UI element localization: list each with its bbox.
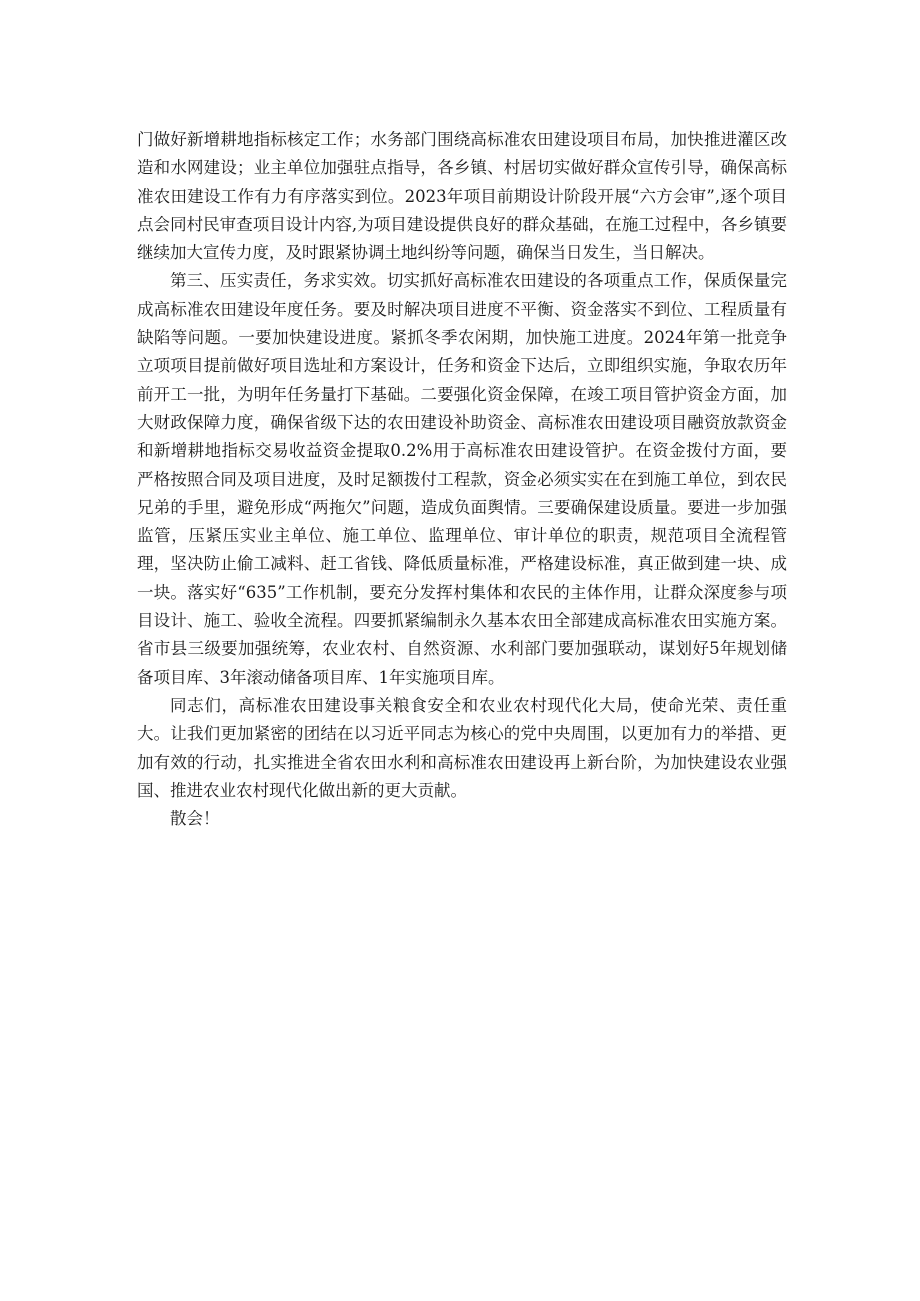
paragraph-conclusion: 同志们，高标准农田建设事关粮食安全和农业农村现代化大局，使命光荣、责任重大。让我们更加紧密的团结在以习近平同志为核心的党中央周围，以更加有力的举措、更加有效的行动，扎实推进全省农田水利和高标准农田建设再上新台阶，为加快建设农业强国、推进农业农村现代化做出新的更大贡献。: [137, 695, 787, 800]
paragraph-third-point: 第三、压实责任，务求实效。切实抓好高标准农田建设的各项重点工作，保质保量完成高标准农田建设年度任务。要及时解决项目进度不平衡、资金落实不到位、工程质量有缺陷等问题。一要加快建设进度。紧抓冬季农闲期，加快施工进度。2024年第一批竞争立项项目提前做好项目选址和方案设计，任务和资金下达后，立即组织实施，争取农历年前开工一批，为明年任务量打下基础。二要强化资金保障，在竣工项目管护资金方面，加大财政保障力度，确保省级下达的农田建设补助资金、高标准农田建设项目融资放款资金和新增耕地指标交易收益资金提取0.2%用于高标准农田建设管护。在资金拨付方面，要严格按照合同及项目进度，及时足额拨付工程款，资金必须实实在在到施工单位，到农民兄弟的手里，避免形成“两拖欠”问题，造成负面舆情。三要确保建设质量。要进一步加强监管，压紧压实业主单位、施工单位、监理单位、审计单位的职责，规范项目全流程管理，坚决防止偷工减料、赶工省钱、降低质量标准，严格建设标准，真正做到建一块、成一块。落实好“635”工作机制，要充分发挥村集体和农民的主体作用，让群众深度参与项目设计、施工、验收全流程。四要抓紧编制永久基本农田全部建成高标准农田实施方案。省市县三级要加强统筹，农业农村、自然资源、水利部门要加强联动，谋划好5年规划储备项目库、3年滚动储备项目库、1年实施项目库。: [137, 271, 787, 687]
paragraph-adjourn: 散会！: [170, 809, 220, 829]
document-body: [137, 126, 787, 833]
paragraph-continuation: 门做好新增耕地指标核定工作；水务部门围绕高标准农田建设项目布局，加快推进灌区改造和水网建设；业主单位加强驻点指导，各乡镇、村居切实做好群众宣传引导，确保高标准农田建设工作有力有序落实到位。2023年项目前期设计阶段开展“六方会审”,逐个项目点会同村民审查项目设计内容,为项目建设提供良好的群众基础，在施工过程中，各乡镇要继续加大宣传力度，及时跟紧协调土地纠纷等问题，确保当日发生，当日解决。: [137, 130, 787, 263]
